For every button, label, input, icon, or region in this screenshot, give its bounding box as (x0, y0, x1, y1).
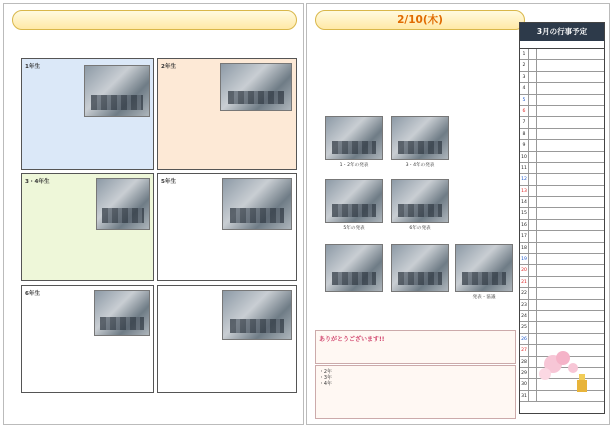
grade-5-box (157, 173, 297, 281)
grade-2-label: 2年生 (161, 64, 177, 70)
calendar-weekday (529, 208, 537, 218)
calendar-weekday (529, 117, 537, 127)
calendar-weekday (529, 334, 537, 344)
calendar-day-row (520, 277, 604, 288)
calendar-weekday (529, 174, 537, 184)
calendar-day-row (520, 243, 604, 254)
calendar-day-row (520, 254, 604, 265)
calendar-date: 1 (520, 49, 529, 59)
calendar-date: 25 (520, 322, 529, 332)
calendar-event (537, 83, 604, 93)
grade-34-box (21, 173, 154, 281)
calendar-event (537, 288, 604, 298)
photo-caption-3: 5年の発表 (343, 226, 365, 231)
calendar-weekday (529, 197, 537, 207)
calendar-date: 21 (520, 277, 529, 287)
presentation-photo-3 (325, 179, 383, 223)
calendar-weekday (529, 129, 537, 139)
thanks-photo (222, 290, 292, 340)
presentation-photo-4 (391, 179, 449, 223)
calendar-date: 9 (520, 140, 529, 150)
calendar-date: 10 (520, 152, 529, 162)
calendar-weekday (529, 231, 537, 241)
thanks-box (157, 285, 297, 393)
congrats-notice (315, 365, 516, 419)
calendar-day-row (520, 106, 604, 117)
calendar-event (537, 311, 604, 321)
calendar-event (537, 117, 604, 127)
thanks-notice-title: ありがとうございます!! (319, 336, 385, 343)
calendar-day-row (520, 140, 604, 151)
calendar-day-row (520, 311, 604, 322)
calendar-date: 12 (520, 174, 529, 184)
grade-34-photo (96, 178, 150, 230)
calendar-event (537, 208, 604, 218)
grade-1-label: 1年生 (25, 64, 41, 70)
right-page-intro (317, 34, 513, 86)
calendar-weekday (529, 243, 537, 253)
calendar-date: 20 (520, 265, 529, 275)
left-page-intro (14, 34, 297, 54)
left-page-title (12, 10, 297, 30)
calendar-event (537, 334, 604, 344)
grade-6-photo (94, 290, 150, 336)
presentation-photo-6 (391, 244, 449, 292)
right-page-title: 2/10(木) (315, 10, 525, 30)
calendar-date: 29 (520, 368, 529, 378)
calendar-date: 28 (520, 357, 529, 367)
calendar-weekday (529, 265, 537, 275)
calendar-date: 31 (520, 391, 529, 401)
calendar-weekday (529, 72, 537, 82)
calendar-event (537, 72, 604, 82)
calendar-date: 27 (520, 345, 529, 355)
calendar-event (537, 322, 604, 332)
photo-caption-4: 6年の発表 (409, 226, 431, 231)
calendar-weekday (529, 140, 537, 150)
congrats-line-4: ・4年 (319, 381, 332, 387)
grade-6-box (21, 285, 154, 393)
calendar-day-row (520, 186, 604, 197)
calendar-date: 7 (520, 117, 529, 127)
calendar-event (537, 220, 604, 230)
calendar-date: 18 (520, 243, 529, 253)
calendar-weekday (529, 186, 537, 196)
calendar-date: 5 (520, 95, 529, 105)
calendar-day-row (520, 117, 604, 128)
calendar-weekday (529, 288, 537, 298)
calendar-day-row (520, 152, 604, 163)
calendar-day-row (520, 322, 604, 333)
calendar-date: 17 (520, 231, 529, 241)
right-page (306, 3, 610, 425)
calendar-date: 16 (520, 220, 529, 230)
calendar-weekday (529, 311, 537, 321)
calendar-day-row (520, 231, 604, 242)
calendar-day-row (520, 83, 604, 94)
calendar-event (537, 140, 604, 150)
calendar-weekday (529, 220, 537, 230)
calendar-day-row (520, 174, 604, 185)
calendar-day-row (520, 300, 604, 311)
thanks-notice (315, 330, 516, 364)
calendar-event (537, 174, 604, 184)
calendar-date: 8 (520, 129, 529, 139)
calendar-day-row (520, 95, 604, 106)
left-page (3, 3, 304, 425)
photo-caption-1: 1・2年の発表 (339, 163, 369, 168)
photo-caption-2: 3・4年の発表 (405, 163, 435, 168)
calendar-weekday (529, 95, 537, 105)
calendar-date: 13 (520, 186, 529, 196)
grade-6-label: 6年生 (25, 291, 41, 297)
calendar-day-row (520, 265, 604, 276)
presentation-photo-5 (325, 244, 383, 292)
calendar-day-row (520, 72, 604, 83)
calendar-date: 3 (520, 72, 529, 82)
calendar-day-row (520, 208, 604, 219)
calendar-day-row (520, 220, 604, 231)
calendar-event (537, 186, 604, 196)
congrats-line-3: ・3年 (319, 375, 332, 381)
calendar-event (537, 277, 604, 287)
calendar-title: 3月の行事予定 (520, 23, 604, 41)
calendar-day-row (520, 129, 604, 140)
presentation-photo-2 (391, 116, 449, 160)
calendar-event (537, 300, 604, 310)
grade-1-photo (84, 65, 150, 117)
presentation-photo-1 (325, 116, 383, 160)
calendar-weekday (529, 106, 537, 116)
grade-5-label: 5年生 (161, 179, 177, 185)
calendar-day-row (520, 288, 604, 299)
calendar-weekday (529, 277, 537, 287)
calendar-date: 2 (520, 60, 529, 70)
calendar-event (537, 265, 604, 275)
calendar-event (537, 231, 604, 241)
grade-2-photo (220, 63, 292, 111)
calendar-event (537, 254, 604, 264)
calendar-day-row (520, 163, 604, 174)
calendar-event (537, 163, 604, 173)
calendar-weekday (529, 300, 537, 310)
calendar-event (537, 152, 604, 162)
calendar-weekday (529, 163, 537, 173)
grade-34-label: 3・4年生 (25, 179, 50, 185)
calendar-event (537, 197, 604, 207)
calendar-event (537, 106, 604, 116)
calendar-event (537, 243, 604, 253)
cherry-blossom-illustration (533, 344, 603, 398)
calendar-weekday (529, 322, 537, 332)
calendar-date: 4 (520, 83, 529, 93)
calendar-date: 15 (520, 208, 529, 218)
presentation-photo-7 (455, 244, 513, 292)
calendar-day-row (520, 197, 604, 208)
photo-caption-7: 発表・協議 (472, 295, 496, 300)
calendar-weekday (529, 49, 537, 59)
calendar-date: 14 (520, 197, 529, 207)
calendar-weekday (529, 152, 537, 162)
calendar-date: 19 (520, 254, 529, 264)
calendar-date: 6 (520, 106, 529, 116)
calendar-weekday (529, 60, 537, 70)
grade-2-box (157, 58, 297, 170)
calendar-event (537, 49, 604, 59)
calendar-date: 23 (520, 300, 529, 310)
calendar-date: 26 (520, 334, 529, 344)
calendar-header (520, 41, 604, 49)
calendar-event (537, 129, 604, 139)
calendar-date: 11 (520, 163, 529, 173)
calendar-date: 22 (520, 288, 529, 298)
calendar-weekday (529, 254, 537, 264)
grade-1-box (21, 58, 154, 170)
calendar-day-row (520, 49, 604, 60)
calendar-event (537, 95, 604, 105)
calendar-day-row (520, 60, 604, 71)
grade-5-photo (222, 178, 292, 230)
calendar-weekday (529, 83, 537, 93)
calendar-date: 30 (520, 379, 529, 389)
calendar-event (537, 60, 604, 70)
calendar-date: 24 (520, 311, 529, 321)
congrats-line-2: ・2年 (319, 369, 332, 375)
